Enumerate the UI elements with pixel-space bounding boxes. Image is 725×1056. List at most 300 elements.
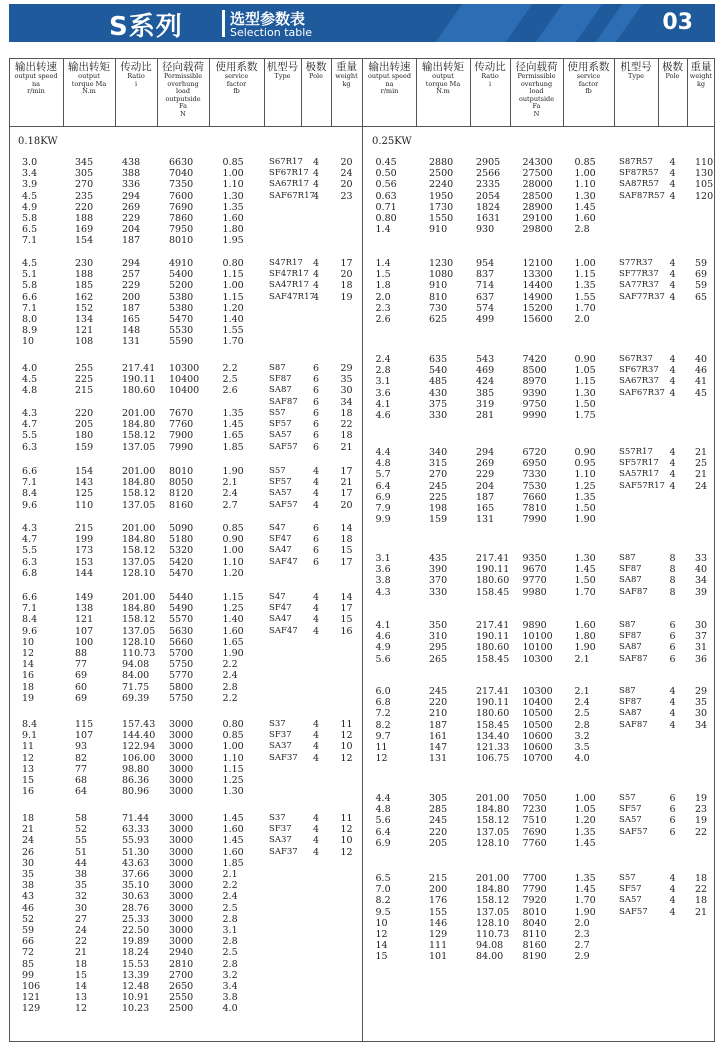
pole-cell: 6 — [669, 653, 676, 665]
table-cell: 3000 — [169, 813, 194, 824]
table-cell: 28.76 — [122, 902, 150, 914]
table-cell: 5.8 — [22, 213, 38, 224]
table-cell: 294 — [122, 190, 141, 202]
pole-cell: 4 — [669, 884, 676, 896]
table-cell: 1.65 — [222, 636, 244, 648]
table-cell: 340 — [429, 447, 448, 458]
table-cell: 14 — [75, 981, 88, 992]
pole-cell: 6 — [669, 793, 676, 804]
table-cell: 1.60 — [222, 625, 244, 637]
table-cell: 7330 — [522, 469, 547, 481]
table-cell: 2.5 — [222, 374, 238, 386]
table-cell: 7660 — [522, 491, 547, 503]
type-cell: SA37 — [269, 741, 292, 752]
column-header-en: weight — [689, 72, 713, 80]
table-cell: 9.9 — [375, 514, 391, 526]
type-cell: SA67R37 — [619, 376, 659, 387]
table-cell: 18.24 — [122, 947, 150, 959]
table-cell: 51 — [75, 846, 88, 858]
table-cell: 154 — [75, 235, 94, 247]
table-cell: 0.90 — [574, 447, 596, 458]
pole-cell: 4 — [669, 258, 676, 269]
table-cell: 148 — [122, 325, 141, 337]
type-cell: SF57 — [269, 477, 292, 488]
column-header-en: N — [533, 109, 540, 118]
type-cell: S87 — [619, 553, 636, 563]
table-cell: 158.45 — [476, 719, 510, 731]
table-cell: 5380 — [169, 302, 194, 314]
table-cell: 269 — [476, 458, 495, 470]
column-header-en: r/min — [380, 87, 399, 95]
table-cell: 201.00 — [122, 523, 156, 534]
table-cell: 4.8 — [375, 458, 391, 470]
table-cell: 16 — [22, 786, 35, 798]
table-cell: 55.93 — [122, 835, 150, 847]
table-cell: 4.9 — [22, 201, 38, 213]
table-cell: 0.56 — [375, 179, 397, 191]
type-cell: S77R37 — [619, 258, 653, 268]
column-header-en: Pole — [665, 72, 680, 80]
table-cell: 7600 — [169, 190, 194, 202]
table-cell: 3000 — [169, 913, 194, 925]
table-cell: 128.10 — [476, 917, 510, 929]
pole-cell: 6 — [313, 419, 320, 431]
table-cell: 5.6 — [375, 815, 391, 827]
type-cell: SAF57 — [269, 499, 298, 510]
column-header-en: torque Ma — [425, 79, 461, 88]
table-cell: 158.12 — [122, 545, 156, 557]
table-cell: 285 — [429, 804, 448, 816]
table-cell: 229 — [122, 280, 141, 292]
table-cell: 2.7 — [574, 940, 590, 952]
table-cell: 3.2 — [574, 730, 590, 742]
table-cell: 3000 — [169, 846, 194, 858]
table-cell: 5180 — [169, 534, 194, 546]
table-cell: 7.0 — [375, 884, 391, 896]
table-cell: 281 — [476, 410, 495, 421]
table-cell: 217.41 — [476, 686, 510, 697]
table-cell: 0.80 — [222, 719, 244, 730]
pole-cell: 4 — [669, 895, 676, 907]
subtitle-en: Selection table — [230, 26, 313, 39]
table-cell: 63.33 — [122, 824, 150, 836]
weight-cell: 10 — [340, 835, 353, 847]
table-cell: 7050 — [522, 793, 547, 804]
table-cell: 2.4 — [574, 697, 590, 709]
weight-cell: 21 — [695, 447, 708, 458]
table-cell: 345 — [75, 157, 94, 168]
table-cell: 1.15 — [222, 269, 244, 281]
table-cell: 1.20 — [222, 302, 244, 314]
column-header-cn: 机型号 — [620, 61, 652, 73]
table-cell: 635 — [429, 354, 448, 365]
weight-cell: 46 — [695, 365, 708, 377]
table-cell: 15200 — [522, 302, 553, 314]
type-cell: SF57 — [619, 884, 642, 895]
table-cell: 10 — [22, 336, 35, 348]
table-cell: 122.94 — [122, 741, 156, 753]
pole-cell: 8 — [669, 575, 676, 587]
table-cell: 18 — [75, 958, 88, 970]
table-cell: 1.50 — [574, 503, 596, 514]
table-cell: 3000 — [169, 902, 194, 914]
type-cell: SAF47 — [269, 625, 298, 636]
table-cell: 1.10 — [222, 556, 244, 568]
table-cell: 5490 — [169, 603, 194, 615]
weight-cell: 11 — [340, 813, 353, 824]
table-cell: 15 — [22, 775, 35, 786]
table-cell: 5750 — [169, 659, 194, 671]
table-cell: 162 — [75, 291, 94, 303]
table-cell: 1.55 — [222, 325, 244, 337]
weight-cell: 34 — [695, 719, 708, 731]
column-header-en: overhung — [167, 79, 199, 88]
table-cell: 153 — [75, 556, 94, 568]
table-cell: 637 — [476, 291, 495, 303]
table-cell: 4.1 — [375, 398, 391, 410]
weight-cell: 18 — [695, 873, 708, 884]
column-header — [687, 61, 715, 88]
table-cell: 44 — [75, 857, 88, 869]
table-cell: 12 — [375, 929, 388, 940]
type-cell: SA47 — [269, 545, 292, 556]
weight-cell: 21 — [340, 477, 353, 489]
table-cell: 24300 — [522, 157, 553, 168]
type-cell: SAF57 — [619, 906, 648, 917]
table-cell: 180.60 — [476, 642, 510, 654]
table-cell: 3.6 — [375, 387, 391, 399]
type-cell: SA47R17 — [269, 280, 309, 291]
table-cell: 2.5 — [222, 902, 238, 914]
table-cell: 8970 — [522, 376, 547, 388]
table-cell: 1.00 — [574, 168, 596, 180]
table-cell: 4.6 — [375, 410, 391, 421]
pole-cell: 6 — [313, 408, 320, 419]
table-cell: 110 — [75, 499, 94, 511]
table-cell: 9390 — [522, 387, 547, 399]
table-cell: 1.30 — [222, 786, 244, 798]
table-cell: 93 — [75, 741, 88, 753]
table-cell: 217.41 — [476, 553, 510, 564]
column-header-en: output — [78, 72, 100, 80]
type-cell: S57 — [269, 408, 286, 418]
table-cell: 86.36 — [122, 775, 150, 786]
table-cell: 1.05 — [574, 804, 596, 816]
table-cell: 1.70 — [574, 302, 596, 314]
column-header-en: overhung — [520, 79, 553, 88]
type-cell: SF87 — [619, 564, 642, 575]
table-cell: 131 — [122, 336, 141, 348]
table-cell: 7350 — [169, 179, 194, 191]
table-cell: 7.1 — [22, 477, 38, 489]
table-cell: 330 — [429, 410, 448, 421]
table-cell: 1.10 — [574, 179, 596, 191]
column-header — [563, 61, 614, 96]
table-cell: 255 — [75, 363, 94, 374]
type-cell: S57 — [269, 466, 286, 476]
table-cell: 1.00 — [222, 741, 244, 753]
table-cell: 1.45 — [574, 201, 596, 213]
table-cell: 51.30 — [122, 846, 150, 858]
table-cell: 28900 — [522, 201, 553, 213]
table-cell: 1.35 — [574, 280, 596, 292]
table-cell: 7.1 — [22, 235, 38, 247]
table-cell: 10 — [375, 917, 388, 929]
table-cell: 55 — [75, 835, 88, 847]
column-header-cn: 输出转速 — [15, 61, 57, 73]
table-cell: 0.95 — [574, 458, 596, 470]
table-cell: 158.12 — [476, 895, 510, 907]
pole-cell: 8 — [669, 564, 676, 576]
table-cell: 435 — [429, 553, 448, 564]
table-cell: 37.66 — [122, 869, 150, 880]
column-header — [301, 61, 331, 81]
column-header — [9, 61, 63, 96]
table-cell: 144 — [75, 567, 94, 579]
table-cell: 1.90 — [574, 642, 596, 654]
column-header-cn: 使用系数 — [215, 61, 258, 73]
table-cell: 230 — [75, 258, 94, 269]
table-cell: 7790 — [522, 884, 547, 896]
table-cell: 3.4 — [222, 981, 238, 992]
table-cell: 1.45 — [574, 837, 596, 849]
table-cell: 8.4 — [22, 488, 38, 500]
table-cell: 294 — [476, 447, 495, 458]
table-cell: 5400 — [169, 269, 194, 281]
pole-cell: 6 — [313, 363, 320, 374]
table-cell: 1.45 — [222, 419, 244, 431]
table-cell: 201.00 — [476, 873, 510, 884]
table-cell: 1.45 — [222, 813, 244, 824]
table-cell: 68 — [75, 775, 88, 786]
table-cell: 4.0 — [222, 1003, 238, 1015]
weight-cell: 130 — [695, 168, 714, 180]
table-cell: 152 — [75, 302, 94, 314]
table-cell: 18 — [22, 813, 35, 824]
column-header-en: service — [576, 72, 601, 80]
column-header-en: kg — [342, 79, 351, 88]
table-cell: 7760 — [522, 837, 547, 849]
table-cell: 24 — [22, 835, 35, 847]
table-cell: 215 — [75, 523, 94, 534]
table-cell: 5380 — [169, 291, 194, 303]
pole-cell: 6 — [313, 374, 320, 386]
table-cell: 5590 — [169, 336, 194, 348]
table-cell: 2.8 — [574, 719, 590, 731]
table-cell: 910 — [429, 224, 448, 236]
weight-cell: 39 — [695, 586, 708, 598]
pole-cell: 4 — [313, 280, 320, 292]
table-cell: 469 — [476, 365, 495, 377]
table-cell: 13300 — [522, 269, 553, 281]
table-cell: 2550 — [169, 992, 194, 1004]
type-cell: SF57R17 — [619, 458, 659, 469]
table-cell: 2.0 — [574, 917, 590, 929]
column-header — [63, 61, 115, 96]
type-cell: SA57 — [619, 895, 642, 906]
table-cell: 134.40 — [476, 730, 510, 742]
weight-cell: 40 — [695, 564, 708, 576]
type-cell: SF57 — [269, 419, 292, 430]
table-cell: 2700 — [169, 969, 194, 981]
table-cell: 8010 — [522, 906, 547, 918]
table-cell: 3.8 — [375, 575, 391, 587]
weight-cell: 20 — [340, 179, 353, 191]
table-cell: 30.63 — [122, 891, 150, 903]
table-cell: 1.95 — [222, 235, 244, 247]
table-cell: 108 — [75, 336, 94, 348]
table-cell: 185 — [75, 280, 94, 292]
table-cell: 3000 — [169, 786, 194, 798]
table-cell: 7670 — [169, 408, 194, 419]
pole-cell: 4 — [313, 614, 320, 626]
table-cell: 4.5 — [22, 374, 38, 386]
column-header-en: na — [385, 79, 394, 88]
table-cell: 184.80 — [476, 884, 510, 896]
pole-cell: 4 — [669, 157, 676, 168]
table-cell: 2.4 — [222, 891, 238, 903]
pole-cell: 4 — [313, 157, 320, 168]
column-header-en: Ratio — [127, 72, 145, 80]
table-cell: 10600 — [522, 730, 553, 742]
type-cell: SF47R17 — [269, 269, 309, 280]
power-label-right: 0.25KW — [372, 136, 412, 147]
table-cell: 10.91 — [122, 992, 150, 1004]
table-cell: 6.4 — [375, 826, 391, 838]
table-cell: 7230 — [522, 804, 547, 816]
table-cell: 14400 — [522, 280, 553, 292]
weight-cell: 12 — [340, 846, 353, 858]
type-cell: SF47 — [269, 534, 292, 545]
table-cell: 0.50 — [375, 168, 397, 180]
table-cell: 3000 — [169, 719, 194, 730]
table-cell: 8120 — [169, 488, 194, 500]
table-cell: 3.0 — [22, 157, 38, 168]
table-cell: 5470 — [169, 314, 194, 325]
table-cell: 245 — [429, 480, 448, 492]
weight-cell: 30 — [340, 385, 353, 397]
table-cell: 201.00 — [122, 592, 156, 603]
table-cell: 144.40 — [122, 730, 156, 742]
pole-cell: 4 — [313, 730, 320, 742]
table-cell: 8.2 — [375, 895, 391, 907]
table-cell: 2.4 — [222, 488, 238, 500]
pole-cell: 4 — [313, 269, 320, 281]
table-cell: 8040 — [522, 917, 547, 929]
pole-cell: 8 — [669, 586, 676, 598]
weight-cell: 20 — [340, 499, 353, 511]
type-cell: SA47 — [269, 614, 292, 625]
column-header — [331, 61, 362, 88]
column-header-cn: 极数 — [305, 61, 327, 73]
type-cell: S57 — [619, 793, 636, 803]
weight-cell: 12 — [340, 730, 353, 742]
type-cell: S57R17 — [619, 447, 653, 457]
table-cell: 2.0 — [574, 314, 590, 325]
type-cell: S87 — [269, 363, 286, 373]
table-cell: 26 — [22, 846, 35, 858]
weight-cell: 25 — [695, 458, 708, 470]
pole-cell: 4 — [669, 469, 676, 481]
table-cell: 1.8 — [375, 280, 391, 292]
table-cell: 3000 — [169, 880, 194, 892]
table-cell: 187 — [122, 235, 141, 247]
power-label-left: 0.18KW — [18, 136, 58, 147]
weight-cell: 17 — [340, 488, 353, 500]
table-cell: 4.1 — [375, 620, 391, 631]
table-cell: 2.2 — [222, 692, 238, 704]
table-cell: 52 — [22, 913, 35, 925]
table-cell: 385 — [476, 387, 495, 399]
table-cell: 27 — [75, 913, 88, 925]
weight-cell: 17 — [340, 556, 353, 568]
table-cell: 169 — [75, 224, 94, 236]
table-cell: 1.80 — [222, 224, 244, 236]
weight-cell: 17 — [340, 603, 353, 615]
table-cell: 294 — [122, 258, 141, 269]
column-header-en: na — [31, 79, 41, 88]
table-cell: 204 — [122, 224, 141, 236]
weight-cell: 110 — [695, 157, 714, 168]
table-cell: 7.9 — [375, 503, 391, 514]
table-cell: 43.63 — [122, 857, 150, 869]
pole-cell: 8 — [669, 553, 676, 564]
table-cell: 1.25 — [222, 775, 244, 786]
table-cell: 2.5 — [222, 947, 238, 959]
table-cell: 176 — [429, 895, 448, 907]
table-cell: 128.10 — [476, 837, 510, 849]
column-header-en: Type — [274, 72, 291, 80]
table-cell: 2.2 — [222, 363, 238, 374]
column-header-en: output speed — [14, 72, 58, 80]
type-cell: SA87 — [619, 642, 642, 653]
column-header-cn: 机型号 — [266, 61, 299, 73]
weight-cell: 59 — [695, 280, 708, 292]
table-cell: 10300 — [522, 653, 553, 665]
table-cell: 4.4 — [375, 793, 391, 804]
table-cell: 18 — [22, 681, 35, 693]
table-cell: 84.00 — [122, 670, 150, 682]
table-cell: 430 — [429, 387, 448, 399]
table-cell: 1.40 — [222, 314, 244, 325]
table-cell: 38 — [75, 869, 88, 880]
table-cell: 3000 — [169, 752, 194, 764]
type-cell: S87 — [619, 686, 636, 696]
weight-cell: 24 — [340, 168, 353, 180]
type-cell: SAF67R37 — [619, 387, 665, 398]
table-cell: 84.00 — [476, 951, 504, 963]
table-cell: 200 — [122, 291, 141, 303]
table-cell: 21 — [75, 947, 88, 959]
table-cell: 0.80 — [375, 213, 397, 224]
table-cell: 190.11 — [476, 697, 510, 709]
table-cell: 4.3 — [375, 586, 391, 598]
table-cell: 10 — [22, 636, 35, 648]
table-cell: 7420 — [522, 354, 547, 365]
table-cell: 29100 — [522, 213, 553, 224]
table-cell: 9.6 — [22, 499, 38, 511]
table-cell: 350 — [429, 620, 448, 631]
table-cell: 0.45 — [375, 157, 397, 168]
table-cell: 8010 — [169, 235, 194, 247]
table-cell: 330 — [429, 586, 448, 598]
table-cell: 0.85 — [574, 157, 596, 168]
table-cell: 128.10 — [122, 567, 156, 579]
table-cell: 4.7 — [22, 534, 38, 546]
weight-cell: 34 — [340, 396, 353, 408]
table-cell: 2.7 — [222, 499, 238, 511]
table-cell: 131 — [476, 514, 495, 526]
